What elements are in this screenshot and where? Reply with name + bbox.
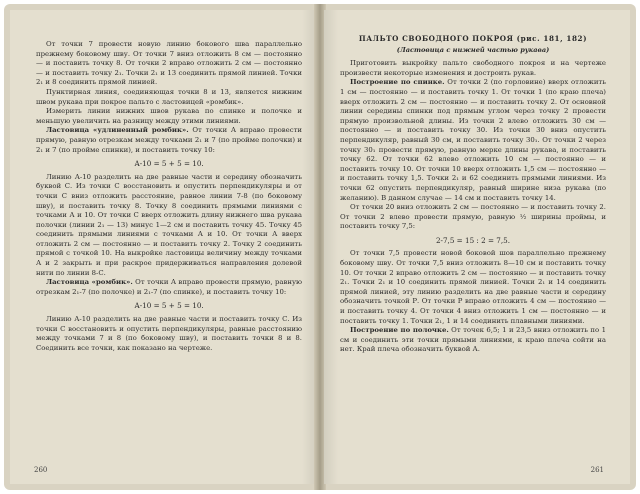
formula: А-10 = 5 + 5 = 10. [134, 301, 204, 311]
paragraph: Линию А-10 разделить на две равные части и середину обозначить буквой С. Из точки С восстановить и опустить перпендикуляры и от точки С вниз отложить расстояние, равное линии 7-8 (по боковому шву), и поставить точку 8. Точку 8 соединить прямыми линиями с точками А и 10. От точки С вверх отложить длину нижнего шва рукава полочки (линии 2₁ — 13) минус 1—2 см и поставить точку 45. Точку 45 соединить прямыми линиями с точками А и 10. От точки А вверх отложить 2 см — постоянно — и поставить точку 2. Точку 2 соединить прямой с точкой 10. На выкройке ластовицы величину между точками А и 2 закрыть и при раскрое придерживаться направления долевой нити по линии 8-С. [36, 172, 302, 277]
page-number: 261 [590, 466, 604, 474]
section-heading: Ластовица «удлиненный ромбик». [46, 126, 189, 135]
paragraph: Измерить линии нижних швов рукава по спинке и полочке и меньшую увеличить на разницу между этими линиями. [36, 107, 302, 125]
left-page [10, 10, 316, 484]
paragraph-body: От точки 2 (по горловине) вверх отложить 1 см — постоянно — и поставить точку 1. От точки 1 (по краю плеча) вверх отложить 2 см — постоянно — и поставить точку 2. От основной линии середины спинки под прямым углом через точку 2 провести прямую произвольной длины. Из точки 2 влево отложить 30 см — постоянно — и поставить точку 30. Из точки 30 вниз опустить перпендикуляр, равный 30 см, и поставить точку 30₁. От точки 2 через точку 30₁ провести прямую, равную мерке длины рукава, и поставить точку 62. От точки 62 влево отложить 10 см — постоянно — и поставить точку 10. От точки 10 вверх отложить 1,5 см — постоянно — и поставить точку 1,5. Точки 2₁ и 62 соединить прямыми линиями. Из точки 62 опустить перпендикуляр, равный ширине низа рукава (по желанию). В данном случае — 14 см и поставить точку 14. [340, 78, 606, 202]
formula: 2-7,5 = 15 : 2 = 7,5. [435, 235, 511, 245]
paragraph [340, 78, 606, 203]
paragraph [36, 126, 302, 155]
paragraph-body: От точки А вправо провести прямую, равную отрезкам 2₁-7 (по полочке) и 2₁-7 (по спинке), и поставить точку 10: [36, 278, 302, 296]
chapter-title: ПАЛЬТО СВОБОДНОГО ПОКРОЯ (рис. 181, 182) [358, 34, 588, 43]
paragraph [340, 326, 606, 355]
paragraph [36, 278, 302, 297]
paragraph: Линию А-10 разделить на две равные части и поставить точку С. Из точки С восстановить и опустить перпендикуляры, равные расстоянию между точками 7 и 8 (по боковому шву), и поставить точки 8 и 8. Соединить все точки, как показано на чертеже. [36, 315, 302, 352]
section-heading: Построение по спинке. [350, 78, 445, 87]
section-heading: Ластовица «ромбик». [46, 278, 133, 287]
paragraph: От точки 20 вниз отложить 2 см — постоянно — и поставить точку 2. От точки 2 влево провести прямую, равную ½ ширины проймы, и поставить точку 7,5: [340, 203, 606, 231]
section-heading: Построение по полочке. [350, 326, 449, 335]
paragraph: От точки 7 провести новую линию бокового шва параллельно прежнему боковому шву. От точки 7 вниз отложить 8 см — постоянно — и поставить точку 8. От точки 2 вправо отложить 2 см — постоянно — и поставить точку 2₁. Точки 2₁ и 13 соединить прямой линией. Точки 2₁ и 8 соединить прямой линией. [36, 40, 302, 87]
right-page [324, 10, 630, 484]
paragraph: Приготовить выкройку пальто свободного покроя и на чертеже произвести некоторые изменения и достроить рукав. [340, 59, 606, 77]
paragraph-body: От точки А вправо провести прямую, равную отрезкам между точками 2₁ и 7 (по пройме полочки) и 2₁ и 7 (по пройме спинки), и поставить точку 10: [36, 126, 302, 154]
book-spread [4, 4, 636, 490]
paragraph-body: От точек 6,5; 1 и 23,5 вниз отложить по 1 см и соединить эти точки прямыми линиями, к краю плеча сойти на нет. Край плеча обозначить буквой А. [340, 326, 606, 354]
page-number: 260 [34, 466, 48, 474]
chapter-subtitle: (Ластовица с нижней частью рукава) [396, 45, 550, 54]
paragraph: От точки 7,5 провести новой боковой шов параллельно прежнему боковому шву. От точки 7,5 вниз отложить 8—10 см и поставить точку 10. От точки 2 вправо отложить 2 см — постоянно — и поставить точку 2₁. Точки 2₁ и 10 соединить прямой линией. Точки 2₁ и 14 соединить прямой линией, эту линию разделить на две равные части и середину обозначить точкой Р. От точки Р вправо отложить 4 см — постоянно — и поставить точку 4. От точки 4 вниз отложить 1 см — постоянно — и поставить точку 1. Точки 2₁, 1 и 14 соединить плавными линиями. [340, 249, 606, 325]
paragraph: Пунктирная линия, соединяющая точки 8 и 13, является нижним швом рукава при покрое пальто с ластовицей «ромбик». [36, 87, 302, 106]
formula: А-10 = 5 + 5 = 10. [134, 159, 204, 169]
